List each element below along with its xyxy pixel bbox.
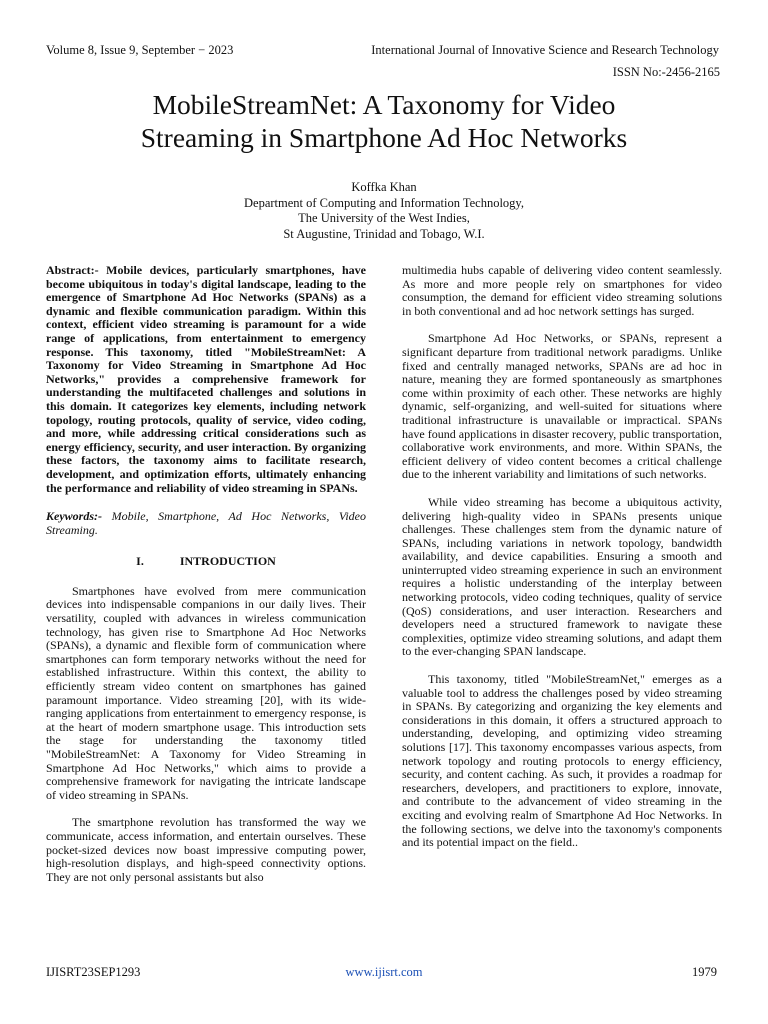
right-paragraph-4: This taxonomy, titled "MobileStreamNet," emerges as a valuable tool to address the challenges posed by video streaming in SPANs. By categorizing and organizing the key elements and considerations in this domain, it offers a structured approach to understanding, developing, and optimizing video streaming solutions [17]. This taxonomy encompasses various aspects, from network topology and routing protocols to energy efficiency, security, and content caching. As such, it provides a roadmap for researchers, developers, and practitioners to explore, innovate, and contribute to the advancement of video streaming in the exciting and evolving realm of Smartphone Ad Hoc Networks. In the following sections, we delve into the taxonomy's components and its potential impact on the field.. bbox=[402, 672, 722, 850]
section-number: I. bbox=[136, 554, 144, 569]
title-line-2: Streaming in Smartphone Ad Hoc Networks bbox=[140, 122, 628, 153]
author-block bbox=[0, 180, 768, 242]
section-title: INTRODUCTION bbox=[179, 554, 276, 569]
keywords bbox=[46, 510, 366, 537]
right-paragraph-1: multimedia hubs capable of delivering video content seamlessly. As more and more people rely on smartphones for video consumption, the demand for efficient video streaming solutions in both conventional and ad hoc network settings has surged. bbox=[402, 263, 722, 318]
author-name: Koffka Khan bbox=[351, 180, 417, 194]
paper-title bbox=[40, 88, 728, 154]
intro-paragraph-2: The smartphone revolution has transformed the way we communicate, access information, and entertain ourselves. These pocket-sized devices now boast impressive computing power, high-resolution displays, and high-speed connectivity options. They are not only personal assistants but also bbox=[46, 815, 366, 884]
right-column bbox=[402, 264, 722, 850]
title-line-1: MobileStreamNet: A Taxonomy for Video bbox=[152, 89, 616, 120]
paper-id: IJISRT23SEP1293 bbox=[46, 965, 141, 979]
author-dept: Department of Computing and Information Technology, bbox=[244, 195, 524, 210]
intro-paragraph-1: Smartphones have evolved from mere communication devices into indispensable companions in our daily lives. Their versatility, coupled with advances in wireless communication technology, has given rise to Smartphone Ad Hoc Networks (SPANs), a dynamic and flexible form of communication where smartphones can form temporary networks without the need for established infrastructure. Within this context, the ability to efficiently stream video content on smartphones has gained paramount importance. Video streaming [20], with its wide-ranging applications from entertainment to emergency response, is at the heart of modern smartphone usage. This introduction sets the stage for understanding the taxonomy titled "MobileStreamNet: A Taxonomy for Video Streaming in Smartphone Ad Hoc Networks," which aims to provide a comprehensive framework for navigating the intricate landscape of video streaming in SPANs. bbox=[46, 583, 366, 802]
journal-name: International Journal of Innovative Science and Research Technology bbox=[371, 43, 719, 57]
abstract: Abstract:- Mobile devices, particularly smartphones, have become ubiquitous in today's digital landscape, leading to the emergence of Smartphone Ad Hoc Networks (SPANs) as a dynamic and flexible communication paradigm. Within this context, efficient video streaming is paramount for a wide range of applications, from entertainment to emergency response. This taxonomy, titled "MobileStreamNet: A Taxonomy for Video Streaming in Smartphone Ad Hoc Networks," provides a comprehensive framework for understanding the multifaceted challenges and solutions in this domain. It categorizes key elements, including network topology, routing protocols, quality of service, video coding, and more, while addressing critical considerations such as energy efficiency, security, and user interaction. By organizing these factors, the taxonomy aims to facilitate research, development, and optimization efforts, ultimately enhancing the performance and reliability of video streaming in SPANs. bbox=[46, 263, 366, 495]
keywords-text: Mobile, Smartphone, Ad Hoc Networks, Video Streaming. bbox=[46, 509, 366, 537]
section-heading bbox=[46, 555, 366, 569]
right-paragraph-2: Smartphone Ad Hoc Networks, or SPANs, represent a significant departure from traditional network paradigms. Unlike fixed and centrally managed networks, SPANs are ad hoc in nature, meaning they are formed spontaneously as smartphones come within proximity of each other. These networks are highly dynamic, self-organizing, and well-suited for situations where traditional infrastructure is unavailable or impractical. SPANs have found applications in disaster recovery, public transportation, collaborative work environments, and more. Within SPANs, the efficient delivery of video content becomes a critical challenge due to the inherent variability and limitations of such networks. bbox=[402, 331, 722, 482]
author-location: St Augustine, Trinidad and Tobago, W.I. bbox=[283, 226, 485, 241]
author-university: The University of the West Indies, bbox=[298, 211, 470, 225]
page-number: 1979 bbox=[692, 965, 717, 979]
keywords-label: Keywords:- bbox=[46, 509, 102, 524]
left-column bbox=[46, 264, 366, 884]
website-link[interactable]: www.ijisrt.com bbox=[345, 965, 423, 979]
issn: ISSN No:-2456-2165 bbox=[612, 65, 720, 79]
volume-info: Volume 8, Issue 9, September − 2023 bbox=[46, 43, 234, 57]
right-paragraph-3: While video streaming has become a ubiquitous activity, delivering high-quality video in SPANs presents unique challenges. These challenges stem from the dynamic nature of SPANs, including variations in network topology, bandwidth availability, and device capabilities. Ensuring a smooth and uninterrupted video streaming experience in such an environment requires a holistic understanding of the interplay between networking protocols, video coding techniques, quality of service (QoS) considerations, and user interaction. Researchers and developers need a structured framework to navigate these complexities, optimize video streaming solutions, and adapt them to the ever-changing SPAN landscape. bbox=[402, 494, 722, 659]
